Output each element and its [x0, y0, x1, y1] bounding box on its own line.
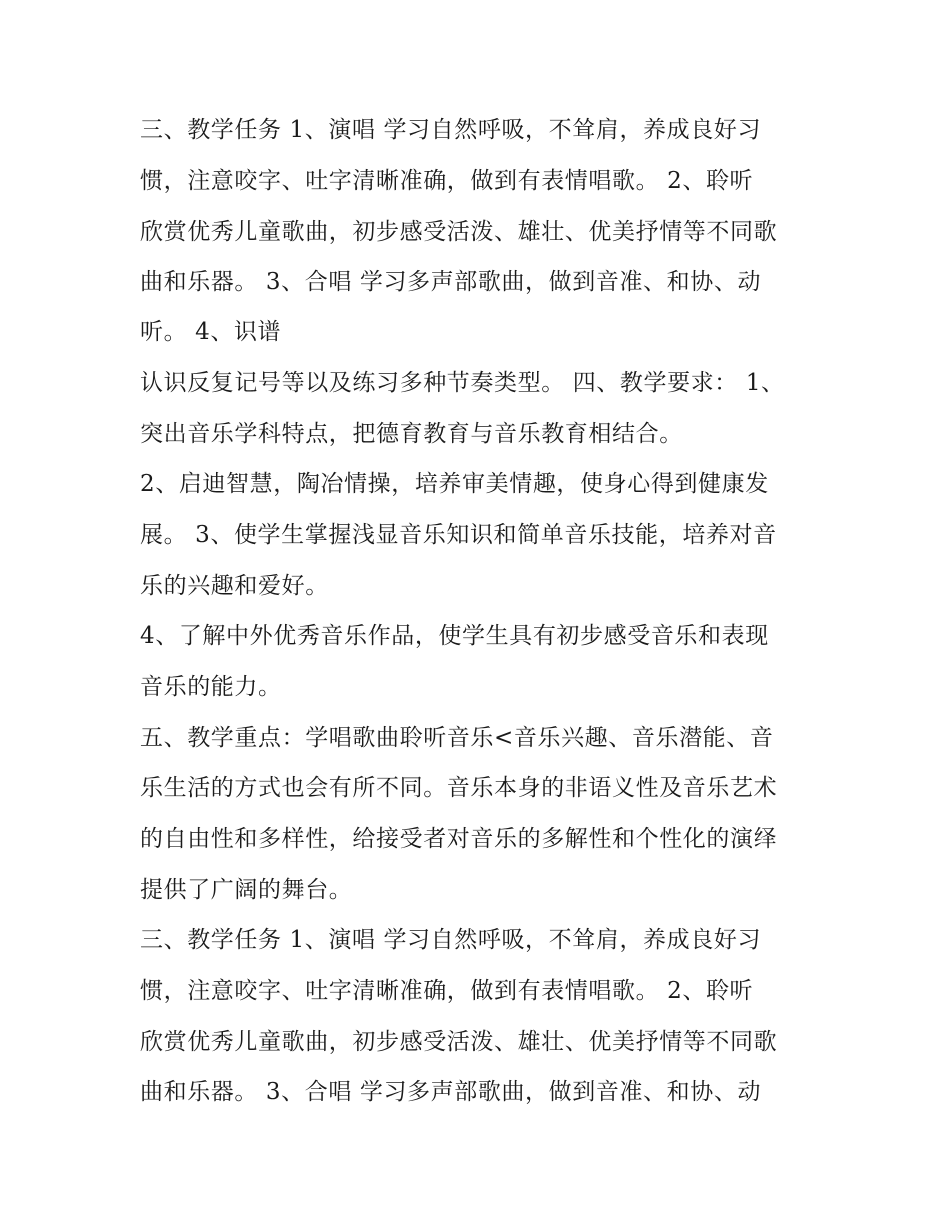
text-line: 乐生活的方式也会有所不同。音乐本身的非语义性及音乐艺术 — [140, 775, 778, 801]
text-line: 展。 3、使学生掌握浅显音乐知识和简单音乐技能，培养对音 — [140, 522, 777, 548]
text-line: 五、教学重点：学唱歌曲聆听音乐<音乐兴趣、音乐潜能、音 — [140, 725, 774, 751]
text-line: 2、启迪智慧，陶冶情操，培养审美情趣，使身心得到健康发 — [140, 471, 769, 497]
text-line: 4、了解中外优秀音乐作品，使学生具有初步感受音乐和表现 — [140, 623, 769, 649]
text-line: 提供了广阔的舞台。 — [140, 877, 353, 903]
text-line: 听。 4、识谱 — [140, 319, 282, 345]
text-line: 音乐的能力。 — [140, 674, 282, 700]
text-line: 三、教学任务 1、演唱 学习自然呼吸，不耸肩，养成良好习 — [140, 117, 762, 143]
text-line: 的自由性和多样性，给接受者对音乐的多解性和个性化的演绎 — [140, 826, 778, 852]
text-line: 欣赏优秀儿童歌曲，初步感受活泼、雄壮、优美抒情等不同歌 — [140, 219, 778, 245]
text-line: 曲和乐器。 3、合唱 学习多声部歌曲，做到音准、和协、动 — [140, 269, 762, 295]
text-line: 欣赏优秀儿童歌曲，初步感受活泼、雄壮、优美抒情等不同歌 — [140, 1029, 778, 1055]
text-line: 认识反复记号等以及练习多种节奏类型。 四、教学要求： 1、 — [140, 370, 785, 396]
text-line: 乐的兴趣和爱好。 — [140, 573, 329, 599]
text-line: 惯，注意咬字、吐字清晰准确，做到有表情唱歌。 2、聆听 — [140, 168, 754, 194]
text-line: 曲和乐器。 3、合唱 学习多声部歌曲，做到音准、和协、动 — [140, 1079, 762, 1105]
text-line: 惯，注意咬字、吐字清晰准确，做到有表情唱歌。 2、聆听 — [140, 978, 754, 1004]
text-line: 突出音乐学科特点，把德育教育与音乐教育相结合。 — [140, 421, 683, 447]
text-line: 三、教学任务 1、演唱 学习自然呼吸，不耸肩，养成良好习 — [140, 927, 762, 953]
